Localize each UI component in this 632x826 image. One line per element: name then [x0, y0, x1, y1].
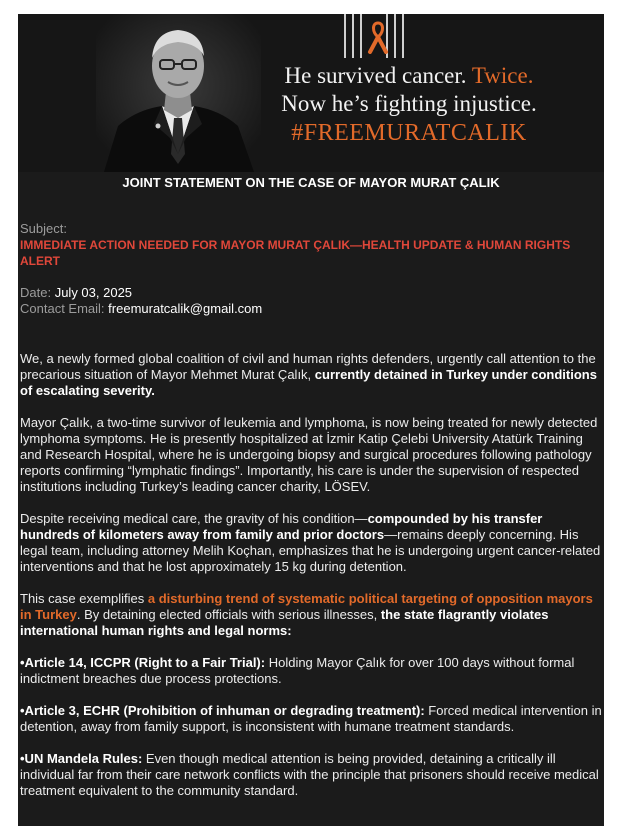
paragraph-health: Mayor Çalık, a two-time survivor of leukemia and lymphoma, is now being treated for newly detected lymphoma symptoms. He is presently hospitalized at İzmir Katip Çelebi University Atatürk Training and Research Hospital, where he is undergoing biopsy and surgical procedures following pathology reports confirming “lymphatic findings”. Importantly, his care is under the supervision of respected institutions including Turkey’s leading cancer charity, LÖSEV. — [20, 415, 598, 494]
paragraph-text: Despite receiving medical care, the gravity of his condition— — [20, 511, 368, 526]
bullet-iccpr — [20, 655, 604, 687]
paragraph-emphasis: the state flagrantly violates international human rights and legal norms: — [20, 607, 549, 638]
paragraph-text: We, a newly formed global coalition of civil and human rights defenders, urgently call attention to the precarious situation of Mayor Mehmet Murat Çalık, — [20, 351, 596, 382]
bullet-text: Even though medical attention is being provided, detaining a critically ill individual far from their care network conflicts with the principle that prisoners should receive medical treatment equivalent to the community standard. — [20, 751, 599, 798]
email-value[interactable]: freemuratcalik@gmail.com — [108, 301, 263, 316]
statement-body — [20, 351, 604, 815]
mayor-portrait — [96, 14, 261, 172]
paragraph-highlight: a disturbing trend of systematic political targeting of opposition mayors in Turkey — [20, 591, 593, 622]
paragraph-condition — [20, 511, 604, 575]
statement-meta — [20, 221, 600, 317]
statement-page — [18, 14, 604, 826]
bullet-echr — [20, 703, 604, 735]
tagline-line-2: Now he’s fighting injustice. — [281, 91, 537, 116]
campaign-banner — [18, 14, 604, 172]
tagline-accent: Twice. — [471, 63, 534, 88]
bullet-text: Holding Mayor Çalık for over 100 days without formal indictment breaches due process protections. — [20, 655, 575, 686]
tagline-text: He survived cancer. — [284, 63, 467, 88]
paragraph-text: —remains deeply concerning. His legal team, including attorney Melih Koçhan, emphasizes that he is undergoing urgent cancer-related interventions and that he lost approximately 15 kg during detention. — [20, 527, 601, 574]
awareness-ribbon-icon — [366, 20, 390, 54]
bullet-heading: •Article 14, ICCPR (Right to a Fair Trial): — [20, 655, 266, 670]
email-row — [20, 301, 600, 317]
bullet-heading: •UN Mandela Rules: — [20, 751, 143, 766]
tagline-line-1 — [244, 62, 574, 89]
paragraph-trend — [20, 591, 604, 639]
date-label: Date: — [20, 285, 52, 300]
paragraph-text: This case exemplifies — [20, 591, 148, 606]
date-row — [20, 285, 600, 301]
paragraph-emphasis: currently detained in Turkey under conditions of escalating severity. — [20, 367, 597, 398]
paragraph-text: . By detaining elected officials with serious illnesses, — [76, 607, 381, 622]
bullet-text: Forced medical intervention in detention, away from family support, is inconsistent with humane treatment standards. — [20, 703, 602, 734]
bullet-mandela — [20, 751, 604, 799]
subject-line: IMMEDIATE ACTION NEEDED FOR MAYOR MURAT ÇALIK—HEALTH UPDATE & HUMAN RIGHTS ALERT — [20, 238, 571, 268]
email-label: Contact Email: — [20, 301, 105, 316]
bullet-heading: •Article 3, ECHR (Prohibition of inhuman or degrading treatment): — [20, 703, 425, 718]
statement-title: JOINT STATEMENT ON THE CASE OF MAYOR MURAT ÇALIK — [122, 175, 500, 190]
campaign-hashtag: #FREEMURATCALIK — [291, 120, 527, 146]
subject-label: Subject: — [20, 221, 67, 236]
date-value: July 03, 2025 — [54, 285, 133, 300]
paragraph-intro — [20, 351, 604, 399]
paragraph-emphasis: compounded by his transfer hundreds of kilometers away from family and prior doctors — [20, 511, 543, 542]
